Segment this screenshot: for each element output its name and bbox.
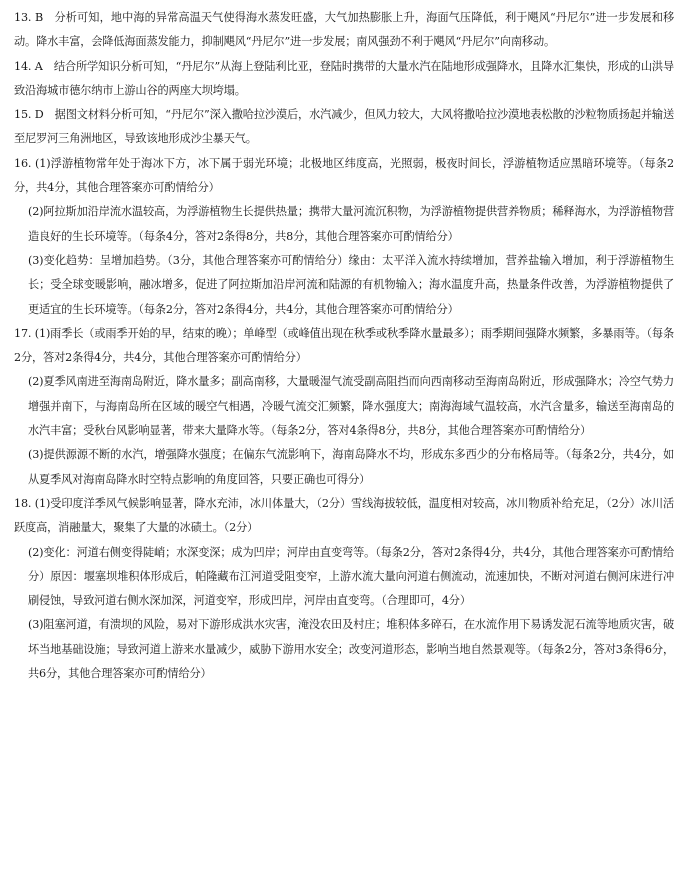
answer-16-part-2: (2)阿拉斯加沿岸流水温较高，为浮游植物生长提供热量；携带大量河流沉积物，为浮游植物提供营养物质；稀释海水，为浮游植物营造良好的生长环境等。（每条4分，答对2条得8分，共8分，其他合理答案亦可酌情给分）: [28, 205, 674, 243]
answer-17-part-3: (3)提供源源不断的水汽，增强降水强度；在偏东气流影响下，海南岛降水不均，形成东多西少的分布格局等。（每条2分，共4分，如从夏季风对海南岛降水时空特点影响的角度回答，只要正确也可得分）: [28, 448, 674, 486]
answer-14: 14. A 结合所学知识分析可知，“丹尼尔”从海上登陆利比亚，登陆时携带的大量水汽在陆地形成强降水，且降水汇集快，形成的山洪导致沿海城市德尔纳市上游山谷的两座大坝垮塌。: [14, 59, 674, 97]
answer-17-part-2: (2)夏季风南进至海南岛附近，降水量多；副高南移，大量暖湿气流受副高阻挡而向西南移动至海南岛附近，形成强降水；冷空气势力增强并南下，与海南岛所在区域的暖空气相遇，冷暖气流交汇频繁，降水强度大；南海海域气温较高，水汽含量多，输送至海南岛的水汽丰富；受秋台风影响显著，带来大量降水等。（每条2分，答对4条得8分，共8分，其他合理答案亦可酌情给分）: [28, 375, 674, 438]
answer-17-part-1: 17. (1)雨季长（或雨季开始的早，结束的晚）；单峰型（或峰值出现在秋季或秋季降水量最多）；雨季期间强降水频繁，多暴雨等。（每条2分，答对2条得4分，共4分，其他合理答案亦可酌情给分）: [14, 326, 674, 365]
answer-16-part-3: (3)变化趋势：呈增加趋势。（3分，其他合理答案亦可酌情给分）缘由：太平洋入流水持续增加，营养盐输入增加，利于浮游植物生长；受全球变暖影响，融冰增多，促进了阿拉斯加沿岸河流和陆源的有机物输入；海水温度升高，热量条件改善，为浮游植物提供了更适宜的生长环境等。（每条2分，答对2条得4分，共4分，其他合理答案亦可酌情给分）: [28, 253, 674, 316]
answer-18-part-3: (3)阻塞河道，有溃坝的风险，易对下游形成洪水灾害，淹没农田及村庄；堆积体多碎石，在水流作用下易诱发泥石流等地质灾害，破坏当地基础设施；导致河道上游来水量减少，威胁下游用水安全；改变河道形态，影响当地自然景观等。（每条2分，答对3条得6分，共6分，其他合理答案亦可酌情给分）: [28, 618, 674, 681]
answer-key-page: [14, 6, 674, 686]
answer-18-part-1: 18. (1)受印度洋季风气候影响显著，降水充沛，冰川体量大，（2分）雪线海拔较低，温度相对较高，冰川物质补给充足，（2分）冰川活跃度高，消融量大，聚集了大量的冰碛土。（2分）: [14, 496, 674, 535]
answer-15: 15. D 据图文材料分析可知，“丹尼尔”深入撒哈拉沙漠后，水汽减少，但风力较大，大风将撒哈拉沙漠地表松散的沙粒物质扬起并输送至尼罗河三角洲地区，导致该地形成沙尘暴天气。: [14, 108, 674, 146]
answer-13: 13. B 分析可知，地中海的异常高温天气使得海水蒸发旺盛，大气加热膨胀上升，海面气压降低，利于飓风“丹尼尔”进一步发展和移动。降水丰富，会降低海面蒸发能力，抑制飓风“丹尼尔”进一步发展；南风强劲不利于飓风“丹尼尔”向南移动。: [14, 11, 674, 49]
answer-16-part-1: 16. (1)浮游植物常年处于海冰下方，冰下属于弱光环境；北极地区纬度高，光照弱，极夜时间长，浮游植物适应黑暗环境等。（每条2分，共4分，其他合理答案亦可酌情给分）: [14, 156, 674, 195]
answer-18-part-2: (2)变化：河道右侧变得陡峭；水深变深；成为凹岸；河岸由直变弯等。（每条2分，答对2条得4分，共4分，其他合理答案亦可酌情给分）原因：堰塞坝堆积体形成后，帕隆藏布江河道受阻变窄，上游水流大量向河道右侧流动，流速加快，不断对河道右侧河床进行冲刷侵蚀，导致河道右侧水深加深，河道变窄，形成凹岸，河岸由直变弯。（合理即可，4分）: [28, 545, 674, 608]
